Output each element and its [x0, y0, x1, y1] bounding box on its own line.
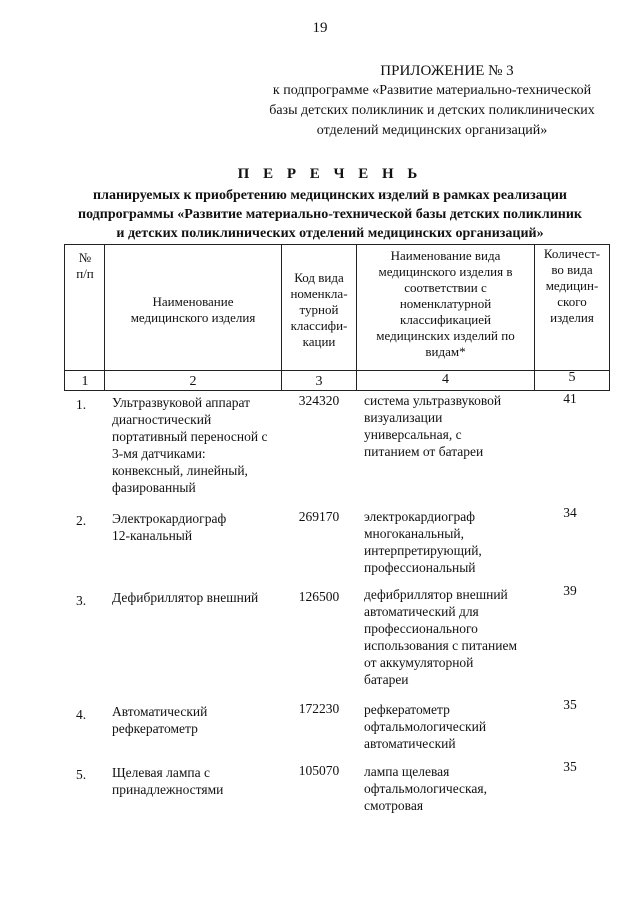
col-divider-4: [534, 244, 535, 390]
col-divider-3: [356, 244, 357, 390]
appendix-title: ПРИЛОЖЕНИЕ № 3: [380, 63, 514, 79]
appendix-block: [262, 61, 602, 141]
row-5-qty: 35: [563, 759, 577, 774]
appendix-line: базы детских поликлиник и детских поликлинических: [269, 103, 595, 118]
row-2-num: 2.: [76, 513, 87, 528]
column-number-1: 1: [81, 374, 89, 389]
row-3-num: 3.: [76, 593, 87, 608]
row-4-num: 4.: [76, 707, 87, 722]
row-5-code: 105070: [298, 763, 340, 778]
row-2-qty: 34: [563, 505, 577, 520]
table-right-border: [609, 244, 610, 390]
column-number-2: 2: [189, 374, 197, 389]
row-3-name: Дефибриллятор внешний: [112, 590, 259, 605]
table-top-border: [64, 244, 610, 245]
heading-title: П Е Р Е Ч Е Н Ь: [237, 166, 423, 182]
row-5-num: 5.: [76, 767, 87, 782]
row-4-kind: рефкератометр офтальмологический автоматический: [364, 702, 487, 751]
row-4-code: 172230: [298, 701, 340, 716]
column-number-bottom-border: [64, 390, 610, 391]
column-number-3: 3: [315, 374, 323, 389]
row-3-qty: 39: [563, 583, 577, 598]
row-4-qty: 35: [563, 697, 577, 712]
heading-line: подпрограммы «Развитие материально-технической базы детских поликлиник: [78, 207, 582, 222]
heading-line: и детских поликлинических отделений медицинских организаций»: [116, 226, 544, 241]
header-code: Код вида номенкла- турной классифи- кации: [290, 270, 348, 349]
col-divider-2: [281, 244, 282, 390]
appendix-line: к подпрограмме «Развитие материально-технической: [272, 83, 592, 98]
row-4-name: Автоматический рефкератометр: [112, 704, 208, 736]
medical-devices-table: [64, 244, 610, 905]
header-qty: Количест- во вида медицин- ского изделия: [543, 246, 601, 325]
row-5-name: Щелевая лампа с принадлежностями: [112, 765, 224, 797]
row-2-name: Электрокардиограф 12-канальный: [112, 511, 227, 543]
column-number-4: 4: [442, 372, 449, 387]
row-1-kind: система ультразвуковой визуализации универсальная, с питанием от батареи: [364, 393, 502, 459]
column-number-5: 5: [568, 370, 576, 385]
row-5-kind: лампа щелевая офтальмологическая, смотровая: [364, 764, 487, 813]
row-3-kind: дефибриллятор внешний автоматический для профессионального использования с питанием от аккумуляторной батареи: [364, 587, 517, 687]
header-name: Наименование медицинского изделия: [130, 294, 256, 325]
row-1-name: Ультразвуковой аппарат диагностический портативный переносной с 3-мя датчиками: конвексный, линейный, фазированный: [112, 395, 268, 495]
header-kind: Наименование вида медицинского изделия в соответствии с номенклатурной классификацией медицинских изделий по видам*: [376, 248, 515, 359]
row-1-code: 324320: [298, 393, 340, 408]
heading-line: планируемых к приобретению медицинских изделий в рамках реализации: [93, 188, 567, 203]
header-num: № п/п: [76, 250, 94, 281]
table-left-border: [64, 244, 65, 390]
header-bottom-border: [64, 370, 610, 371]
row-2-kind: электрокардиограф многоканальный, интерпретирующий, профессиональный: [364, 509, 482, 575]
row-3-code: 126500: [298, 589, 340, 604]
row-1-qty: 41: [563, 391, 577, 406]
row-1-num: 1.: [76, 397, 87, 412]
document-heading: [70, 165, 590, 243]
col-divider-1: [104, 244, 105, 390]
appendix-line: отделений медицинских организаций»: [316, 123, 548, 138]
page-number: 19: [312, 20, 328, 36]
row-2-code: 269170: [298, 509, 340, 524]
